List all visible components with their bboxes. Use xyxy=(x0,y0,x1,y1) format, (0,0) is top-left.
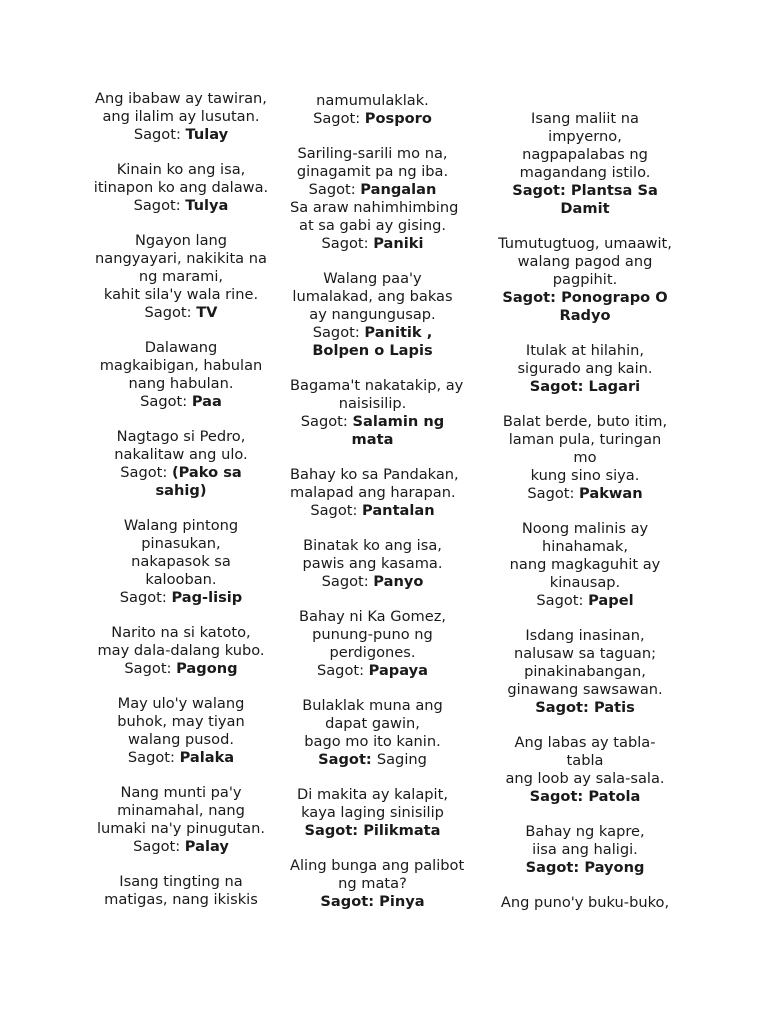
riddle-line: walang pagod ang xyxy=(517,253,653,270)
riddle-line: sigurado ang kain. xyxy=(517,360,653,377)
riddle-line: lumalakad, ang bakas xyxy=(292,288,453,305)
answer-line xyxy=(86,838,276,856)
answer-line xyxy=(290,235,455,253)
answer-value: Bolpen o Lapis xyxy=(312,342,433,359)
riddle-block xyxy=(290,377,464,449)
riddle-line: Sariling-sarili mo na, xyxy=(297,145,448,162)
answer-line xyxy=(290,413,455,431)
answer-label: Sagot: xyxy=(535,699,594,716)
answer-line xyxy=(86,482,276,500)
riddle-line: pinakinabangan, xyxy=(524,663,646,680)
answer-value: Pantalan xyxy=(362,502,435,519)
answer-label: Sagot: xyxy=(133,838,185,855)
answer-line xyxy=(496,485,674,503)
riddle-line: ang ilalim ay lusutan. xyxy=(102,108,260,125)
answer-line xyxy=(86,393,276,411)
riddle-column-3 xyxy=(496,110,674,929)
answer-line xyxy=(290,324,455,342)
answer-label: Sagot: xyxy=(502,289,562,306)
riddle-block xyxy=(290,92,455,128)
answer-label: Sagot: xyxy=(512,182,571,199)
riddle-line: nakapasok sa xyxy=(131,553,231,570)
riddle-block xyxy=(86,339,276,411)
riddle-line: Bahay ko sa Pandakan, xyxy=(290,466,459,483)
riddle-line: nakalitaw ang ulo. xyxy=(114,446,248,463)
answer-line xyxy=(290,431,455,449)
answer-value: Pakwan xyxy=(579,485,643,502)
answer-value: Posporo xyxy=(364,110,432,127)
riddle-line: nang habulan. xyxy=(128,375,234,392)
answer-value: Panyo xyxy=(373,573,424,590)
answer-line xyxy=(86,660,276,678)
riddle-block xyxy=(290,466,459,520)
riddle-line: iisa ang haligi. xyxy=(532,841,638,858)
riddle-line: magkaibigan, habulan xyxy=(99,357,263,374)
riddle-line: matigas, nang ikiskis xyxy=(104,891,258,908)
answer-value: sahig) xyxy=(155,482,207,499)
answer-line xyxy=(496,200,674,218)
riddle-line: ng marami, xyxy=(138,268,224,285)
riddle-line: Walang pintong xyxy=(123,517,239,534)
riddle-block xyxy=(86,695,276,767)
riddle-line: Nang munti pa'y xyxy=(120,784,242,801)
answer-value: Patola xyxy=(588,788,641,805)
riddle-line: Kinain ko ang isa, xyxy=(116,161,246,178)
riddle-block xyxy=(86,784,276,856)
riddle-line: nagpapalabas ng xyxy=(522,146,648,163)
riddle-line: ay nangungusap. xyxy=(309,306,436,323)
answer-label: Sagot: xyxy=(316,662,369,679)
answer-value: Palaka xyxy=(179,749,235,766)
riddle-line: walang pusod. xyxy=(128,731,234,748)
riddle-line: perdigones. xyxy=(329,644,416,661)
riddle-line: nalusaw sa taguan; xyxy=(513,645,657,662)
answer-line xyxy=(86,126,276,144)
answer-line xyxy=(496,289,674,307)
answer-value: Palay xyxy=(184,838,229,855)
answer-label: Sagot: xyxy=(529,788,589,805)
riddle-block xyxy=(290,786,455,840)
riddle-line: ginagamit pa ng iba. xyxy=(296,163,449,180)
riddle-line: malapad ang harapan. xyxy=(290,484,456,501)
answer-label: Sagot: xyxy=(127,749,180,766)
answer-line xyxy=(290,342,455,360)
answer-label: Sagot: xyxy=(308,181,361,198)
answer-line xyxy=(290,181,455,199)
riddle-line: kahit sila'y wala rine. xyxy=(103,286,259,303)
riddle-block xyxy=(496,520,674,610)
riddle-block xyxy=(496,823,674,877)
answer-label: Sagot: xyxy=(321,573,374,590)
riddle-line: Walang paa'y xyxy=(323,270,422,287)
riddle-line: pinasukan, xyxy=(141,535,221,552)
riddle-line: Bulaklak muna ang xyxy=(302,697,443,714)
riddle-line: hinahamak, xyxy=(542,538,628,555)
riddle-line: Itulak at hilahin, xyxy=(525,342,645,359)
riddle-line: Tumutugtuog, umaawit, xyxy=(498,235,672,252)
riddle-line: kalooban. xyxy=(145,571,217,588)
answer-label: Sagot: xyxy=(318,751,377,768)
riddle-column-1 xyxy=(86,90,276,926)
answer-line xyxy=(290,662,455,680)
answer-label: Sagot: xyxy=(120,464,172,481)
riddle-line: namumulaklak. xyxy=(316,92,429,109)
riddle-line: Isdang inasinan, xyxy=(525,627,645,644)
answer-value: Pangalan xyxy=(360,181,437,198)
answer-label: Sagot: xyxy=(140,393,192,410)
riddle-block xyxy=(86,517,276,607)
riddle-block xyxy=(86,232,276,322)
riddle-line: Narito na si katoto, xyxy=(111,624,251,641)
riddle-line: Ngayon lang xyxy=(134,232,228,249)
riddle-block xyxy=(86,90,276,144)
answer-line xyxy=(86,304,276,322)
answer-line xyxy=(86,749,276,767)
riddle-line: kaya laging sinisilip xyxy=(301,804,444,821)
riddle-line: buhok, may tiyan xyxy=(117,713,245,730)
answer-line xyxy=(496,307,674,325)
answer-label: Sagot: xyxy=(310,502,363,519)
riddle-block xyxy=(496,627,674,717)
answer-value: Papel xyxy=(588,592,634,609)
riddle-line: minamahal, nang xyxy=(117,802,245,819)
riddle-line: punung-puno ng xyxy=(312,626,433,643)
answer-value: Panitik , xyxy=(364,324,433,341)
answer-line xyxy=(290,573,455,591)
answer-label: Sagot: xyxy=(300,413,353,430)
riddle-line: at sa gabi ay gising. xyxy=(299,217,446,234)
answer-label: Sagot: xyxy=(133,126,186,143)
riddle-block xyxy=(496,894,674,912)
answer-line xyxy=(496,378,674,396)
answer-value: Radyo xyxy=(559,307,611,324)
answer-line xyxy=(496,699,674,717)
answer-value: Salamin ng xyxy=(352,413,445,430)
answer-value: Pag-lisip xyxy=(171,589,243,606)
answer-value: Tulya xyxy=(185,197,229,214)
answer-line xyxy=(496,182,674,200)
answer-line xyxy=(290,110,455,128)
riddle-line: Noong malinis ay xyxy=(521,520,649,537)
riddle-line: Bagama't nakatakip, ay xyxy=(290,377,464,394)
answer-line xyxy=(496,592,674,610)
riddle-block xyxy=(86,428,276,500)
riddle-line: mo xyxy=(573,449,597,466)
answer-label: Sagot: xyxy=(133,197,186,214)
riddle-line: kung sino siya. xyxy=(530,467,640,484)
riddle-line: nang magkaguhit ay xyxy=(509,556,661,573)
answer-line xyxy=(496,859,674,877)
riddle-block xyxy=(86,161,276,215)
answer-value: Patis xyxy=(593,699,635,716)
riddle-line: Di makita ay kalapit, xyxy=(297,786,448,803)
answer-value: (Pako sa xyxy=(171,464,242,481)
answer-label: Sagot: xyxy=(144,304,197,321)
riddle-line: pagpihit. xyxy=(552,271,618,288)
riddle-line: ang loob ay sala-sala. xyxy=(505,770,665,787)
riddle-line: may dala-dalang kubo. xyxy=(97,642,265,659)
riddle-line: Isang tingting na xyxy=(119,873,243,890)
riddle-block xyxy=(496,413,674,503)
riddle-line: kinausap. xyxy=(549,574,621,591)
answer-line xyxy=(290,502,455,520)
riddle-block xyxy=(290,857,465,911)
riddle-line: Bahay ni Ka Gomez, xyxy=(299,608,446,625)
answer-line xyxy=(290,751,455,769)
riddle-line: Isang maliit na xyxy=(531,110,639,127)
riddle-block xyxy=(496,342,674,396)
answer-line xyxy=(496,788,674,806)
answer-value: Paa xyxy=(191,393,222,410)
riddle-block xyxy=(496,110,674,218)
answer-label: Sagot: xyxy=(536,592,589,609)
answer-value: Paniki xyxy=(373,235,424,252)
riddle-block xyxy=(290,145,455,199)
answer-line xyxy=(86,464,276,482)
answer-line xyxy=(290,893,455,911)
riddle-line: lumaki na'y pinugutan. xyxy=(97,820,265,837)
riddle-line: Ang labas ay tabla- xyxy=(514,734,656,751)
answer-label: Sagot: xyxy=(320,893,380,910)
riddle-block xyxy=(290,199,459,253)
answer-value: Damit xyxy=(560,200,610,217)
answer-value: Tulay xyxy=(185,126,229,143)
answer-label: Sagot: xyxy=(529,378,589,395)
answer-value: Papaya xyxy=(368,662,429,679)
answer-value: Payong xyxy=(584,859,645,876)
riddle-line: Ang puno'y buku-buko, xyxy=(500,894,670,911)
riddle-column-2 xyxy=(290,92,465,928)
riddle-block xyxy=(290,537,455,591)
riddle-line: Balat berde, buto itim, xyxy=(502,413,668,430)
riddle-block xyxy=(86,624,276,678)
riddle-block xyxy=(290,697,455,769)
answer-label: Sagot: xyxy=(312,324,365,341)
riddle-block xyxy=(496,235,674,325)
riddle-line: itinapon ko ang dalawa. xyxy=(93,179,269,196)
answer-value: Pagong xyxy=(176,660,238,677)
answer-value: Lagari xyxy=(588,378,641,395)
riddle-block xyxy=(290,270,455,360)
answer-label: Sagot: xyxy=(527,485,580,502)
riddle-block xyxy=(290,608,455,680)
riddle-block xyxy=(496,734,674,806)
answer-label: Sagot: xyxy=(304,822,364,839)
riddle-line: pawis ang kasama. xyxy=(302,555,443,572)
riddle-line: Sa araw nahimhimbing xyxy=(290,199,459,216)
answer-value: Saging xyxy=(376,751,427,768)
riddle-line: bago mo ito kanin. xyxy=(304,733,441,750)
riddle-line: Bahay ng kapre, xyxy=(525,823,645,840)
answer-line xyxy=(86,197,276,215)
riddle-line: May ulo'y walang xyxy=(117,695,245,712)
answer-value: Pinya xyxy=(379,893,425,910)
riddle-line: laman pula, turingan xyxy=(508,431,662,448)
riddle-line: dapat gawin, xyxy=(325,715,420,732)
answer-line xyxy=(290,822,455,840)
riddle-line: ginawang sawsawan. xyxy=(507,681,663,698)
riddle-line: Binatak ko ang isa, xyxy=(303,537,442,554)
answer-label: Sagot: xyxy=(525,859,585,876)
riddle-line: magandang istilo. xyxy=(519,164,651,181)
answer-value: Pilikmata xyxy=(363,822,441,839)
answer-label: Sagot: xyxy=(119,589,172,606)
riddle-line: Nagtago si Pedro, xyxy=(116,428,246,445)
riddle-line: nangyayari, nakikita na xyxy=(95,250,267,267)
answer-label: Sagot: xyxy=(124,660,177,677)
answer-line xyxy=(86,589,276,607)
riddle-line: impyerno, xyxy=(548,128,622,145)
riddle-line: naisisilip. xyxy=(338,395,407,412)
riddle-line: Ang ibabaw ay tawiran, xyxy=(95,90,267,107)
riddle-line: Dalawang xyxy=(144,339,218,356)
riddle-line: Aling bunga ang palibot xyxy=(290,857,465,874)
riddle-line: tabla xyxy=(566,752,604,769)
answer-value: Ponograpo O xyxy=(561,289,668,306)
answer-value: TV xyxy=(196,304,218,321)
answer-value: Plantsa Sa xyxy=(570,182,658,199)
riddle-block xyxy=(86,873,276,909)
riddle-line: ng mata? xyxy=(338,875,407,892)
answer-label: Sagot: xyxy=(321,235,374,252)
answer-label: Sagot: xyxy=(313,110,365,127)
answer-value: mata xyxy=(351,431,394,448)
